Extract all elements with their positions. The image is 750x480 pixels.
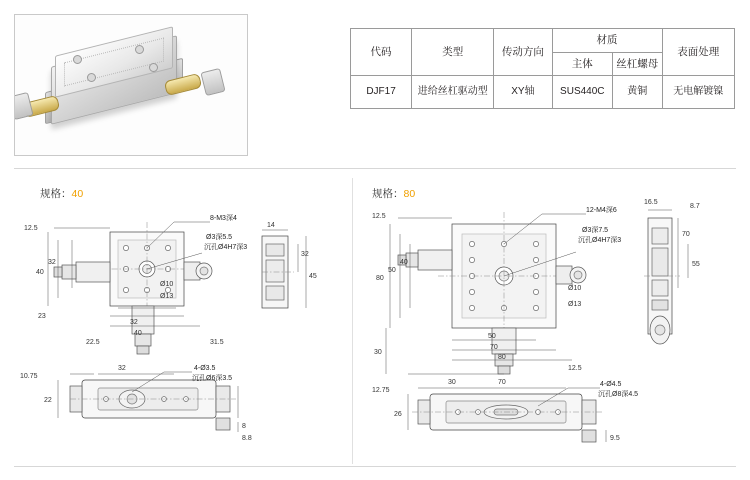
callout-counterbore: 沉孔Ø4H7深3 (204, 244, 248, 251)
dim-40r: 40 (400, 259, 408, 266)
header-surface: 表面处理 (662, 29, 734, 76)
dim-70b: 70 (498, 379, 506, 386)
dim-50: 50 (388, 267, 396, 274)
dim-30b: 30 (448, 379, 456, 386)
dim-32b: 32 (130, 319, 138, 326)
dim-40: 40 (36, 269, 44, 276)
dim-12-5r: 12.5 (372, 213, 386, 220)
callout-counterbore-r: 沉孔Ø4H7深3 (578, 237, 622, 244)
dim-80: 80 (376, 275, 384, 282)
header-material-screw-nut: 丝杠螺母 (613, 52, 662, 76)
column-divider (352, 178, 353, 464)
callout-4-d4-5: 4-Ø4.5 (600, 381, 622, 388)
dim-d13: Ø13 (160, 293, 174, 300)
header-material-body: 主体 (552, 52, 613, 76)
section-divider-bottom (14, 466, 736, 467)
dim-22: 22 (44, 397, 52, 404)
spec-label-40-prefix: 规格： (40, 188, 72, 200)
dim-22-5: 22.5 (86, 339, 100, 346)
spec-label-80-value: 80 (403, 188, 416, 200)
cell-material-body: SUS440C (552, 76, 613, 109)
dim-8: 8 (242, 423, 246, 430)
dim-55: 55 (692, 261, 700, 268)
callout-4-d3-5: 4-Ø3.5 (194, 365, 216, 372)
dim-30: 30 (374, 349, 382, 356)
dim-16-5: 16.5 (644, 199, 658, 206)
spec-label-40-value: 40 (71, 188, 84, 200)
table-header-row (351, 29, 735, 53)
dim-70r: 70 (682, 231, 690, 238)
dim-45: 45 (309, 273, 317, 280)
mounting-screw (135, 45, 144, 54)
dim-8-8: 8.8 (242, 435, 252, 442)
mounting-screw (87, 73, 96, 82)
dim-32c: 32 (301, 251, 309, 258)
dim-32d: 32 (118, 365, 126, 372)
mounting-screw (73, 55, 82, 64)
cell-surface: 无电解镀镍 (662, 76, 734, 109)
callout-d3-7-5: Ø3深7.5 (582, 227, 609, 234)
callout-8-m3: 8-M3深4 (210, 215, 237, 222)
dim-14: 14 (267, 222, 275, 229)
dim-80b: 80 (498, 354, 506, 361)
dim-12-5: 12.5 (24, 225, 38, 232)
dim-31-5: 31.5 (210, 339, 224, 346)
dim-32: 32 (48, 259, 56, 266)
callout-counterbore-bottom-r: 沉孔Ø8深4.5 (598, 391, 639, 398)
product-photo-illustration (15, 15, 247, 155)
specification-table (350, 28, 735, 109)
section-divider-top (14, 168, 736, 169)
dim-10-75: 10.75 (20, 373, 38, 380)
dim-12-5b: 12.5 (568, 365, 582, 372)
product-photo (14, 14, 248, 156)
dim-50b: 50 (488, 333, 496, 340)
drawing-svg-40 (14, 196, 344, 456)
header-code: 代码 (351, 29, 412, 76)
knob-cap-y (200, 68, 225, 96)
dim-12-75: 12.75 (372, 387, 390, 394)
dim-40b: 40 (134, 330, 142, 337)
cell-drive-direction: XY轴 (494, 76, 552, 109)
dim-70: 70 (490, 344, 498, 351)
table-row (351, 76, 735, 109)
dim-d10: Ø10 (160, 281, 174, 288)
dim-8-7: 8.7 (690, 203, 700, 210)
dim-26: 26 (394, 411, 402, 418)
knob-cap-x (14, 92, 34, 120)
dim-d10r: Ø10 (568, 285, 582, 292)
dim-23: 23 (38, 313, 46, 320)
cell-type: 进给丝杠驱动型 (412, 76, 494, 109)
drawing-group-80 (372, 188, 736, 458)
callout-d3-depth: Ø3深5.5 (206, 234, 233, 241)
spec-label-80-prefix: 规格： (372, 188, 404, 200)
dim-d13r: Ø13 (568, 301, 582, 308)
header-drive-direction: 传动方向 (494, 29, 552, 76)
header-material: 材质 (552, 29, 662, 53)
drawing-group-40 (14, 196, 344, 456)
callout-counterbore-bottom: 沉孔Ø6深3.5 (192, 375, 233, 382)
cell-code: DJF17 (351, 76, 412, 109)
dim-9-5: 9.5 (610, 435, 620, 442)
callout-12-m4: 12-M4深6 (586, 207, 617, 214)
header-type: 类型 (412, 29, 494, 76)
mounting-screw (149, 63, 158, 72)
cell-material-screw-nut: 黄铜 (613, 76, 662, 109)
drawing-svg-80 (372, 188, 736, 458)
